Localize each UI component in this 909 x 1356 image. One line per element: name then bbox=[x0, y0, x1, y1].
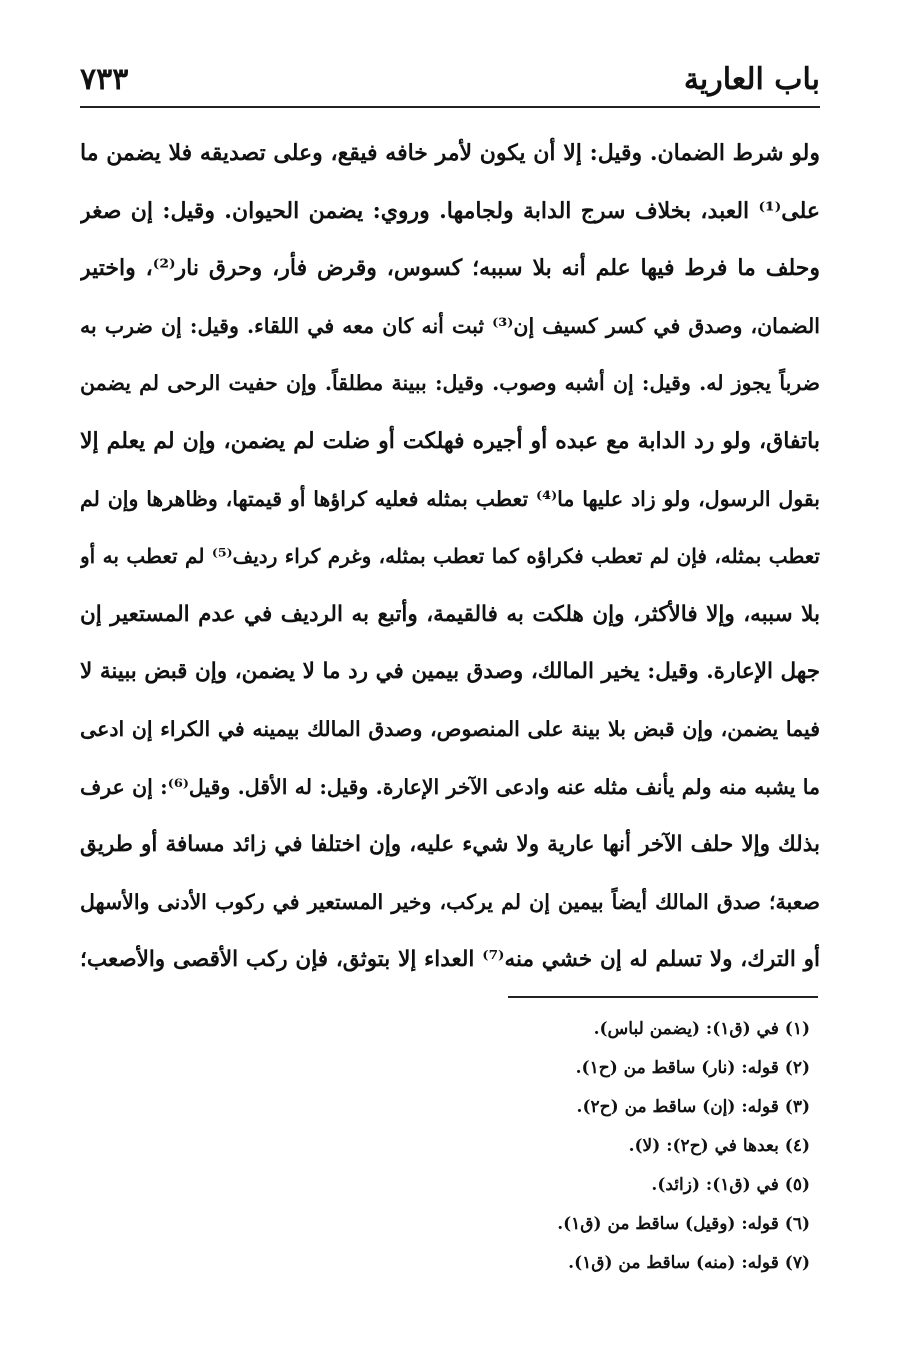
footnote: (٧) قوله: (منه) ساقط من (ق١). bbox=[568, 1253, 810, 1273]
text-line: باتفاق، ولو رد الدابة مع عبده أو أجيره فهلكت أو ضلت لم يضمن، وإن لم يعلم إلا bbox=[80, 427, 820, 454]
main-text bbox=[80, 125, 820, 989]
page-number: ٧٣٣ bbox=[80, 62, 129, 97]
text-line: فيما يضمن، وإن قبض بلا بينة على المنصوص، وصدق المالك بيمينه في الكراء إن ادعى bbox=[80, 716, 820, 741]
text-line: جهل الإعارة. وقيل: يخير المالك، وصدق بيمين في رد ما لا يضمن، وإن قبض ببينة لا bbox=[80, 659, 820, 685]
chapter-title: باب العارية bbox=[683, 62, 820, 97]
text-line: أو الترك، ولا تسلم له إن خشي منه⁽⁷⁾ العداء إلا بتوثق، فإن ركب الأقصى والأصعب؛ bbox=[80, 947, 820, 973]
text-line: صعبة؛ صدق المالك أيضاً بيمين إن لم يركب، وخير المستعير في ركوب الأدنى والأسهل bbox=[80, 889, 820, 914]
footnote: (٦) قوله: (وقيل) ساقط من (ق١). bbox=[557, 1214, 810, 1234]
text-line: وحلف ما فرط فيها علم أنه بلا سببه؛ كسوس، وقرض فأر، وحرق نار⁽²⁾، واختير bbox=[80, 255, 820, 282]
footnote: (٤) بعدها في (ح٢): (لا). bbox=[628, 1136, 810, 1156]
text-line: على⁽¹⁾ العبد، بخلاف سرج الدابة ولجامها. وروي: يضمن الحيوان. وقيل: إن صغر bbox=[80, 197, 820, 224]
footnote: (٥) في (ق١): (زائد). bbox=[651, 1175, 810, 1195]
text-line: الضمان، وصدق في كسر كسيف إن⁽³⁾ ثبت أنه كان معه في اللقاء. وقيل: إن ضرب به bbox=[80, 313, 820, 338]
text-line: بلا سببه، وإلا فالأكثر، وإن هلكت به فالقيمة، وأتبع به الرديف في عدم المستعير إن bbox=[80, 601, 820, 627]
footnote-divider bbox=[508, 996, 818, 998]
footnotes bbox=[300, 1010, 810, 1283]
text-line: بذلك وإلا حلف الآخر أنها عارية ولا شيء عليه، وإن اختلفا في زائد مسافة أو طريق bbox=[80, 832, 820, 858]
header-divider bbox=[80, 106, 820, 108]
text-line: ما يشبه منه ولم يأنف مثله عنه وادعى الآخر الإعارة. وقيل: له الأقل. وقيل⁽⁶⁾: إن عرف bbox=[80, 774, 820, 799]
footnote: (٣) قوله: (إن) ساقط من (ح٢). bbox=[576, 1097, 810, 1117]
footnote: (٢) قوله: (نار) ساقط من (ح١). bbox=[575, 1058, 810, 1078]
text-line: تعطب بمثله، فإن لم تعطب فكراؤه كما تعطب بمثله، وغرم كراء رديف⁽⁵⁾ لم تعطب به أو bbox=[80, 544, 820, 569]
footnote: (١) في (ق١): (يضمن لباس). bbox=[593, 1019, 810, 1039]
text-line: ضرباً يجوز له. وقيل: إن أشبه وصوب. وقيل: ببينة مطلقاً. وإن حفيت الرحى لم يضمن bbox=[80, 371, 820, 396]
text-line: بقول الرسول، ولو زاد عليها ما⁽⁴⁾ تعطب بمثله فعليه كراؤها أو قيمتها، وظاهرها وإن لم bbox=[80, 486, 820, 511]
page-header bbox=[80, 50, 820, 110]
text-line: ولو شرط الضمان. وقيل: إلا أن يكون لأمر خافه فيقع، وعلى تصديقه فلا يضمن ما bbox=[80, 140, 820, 166]
